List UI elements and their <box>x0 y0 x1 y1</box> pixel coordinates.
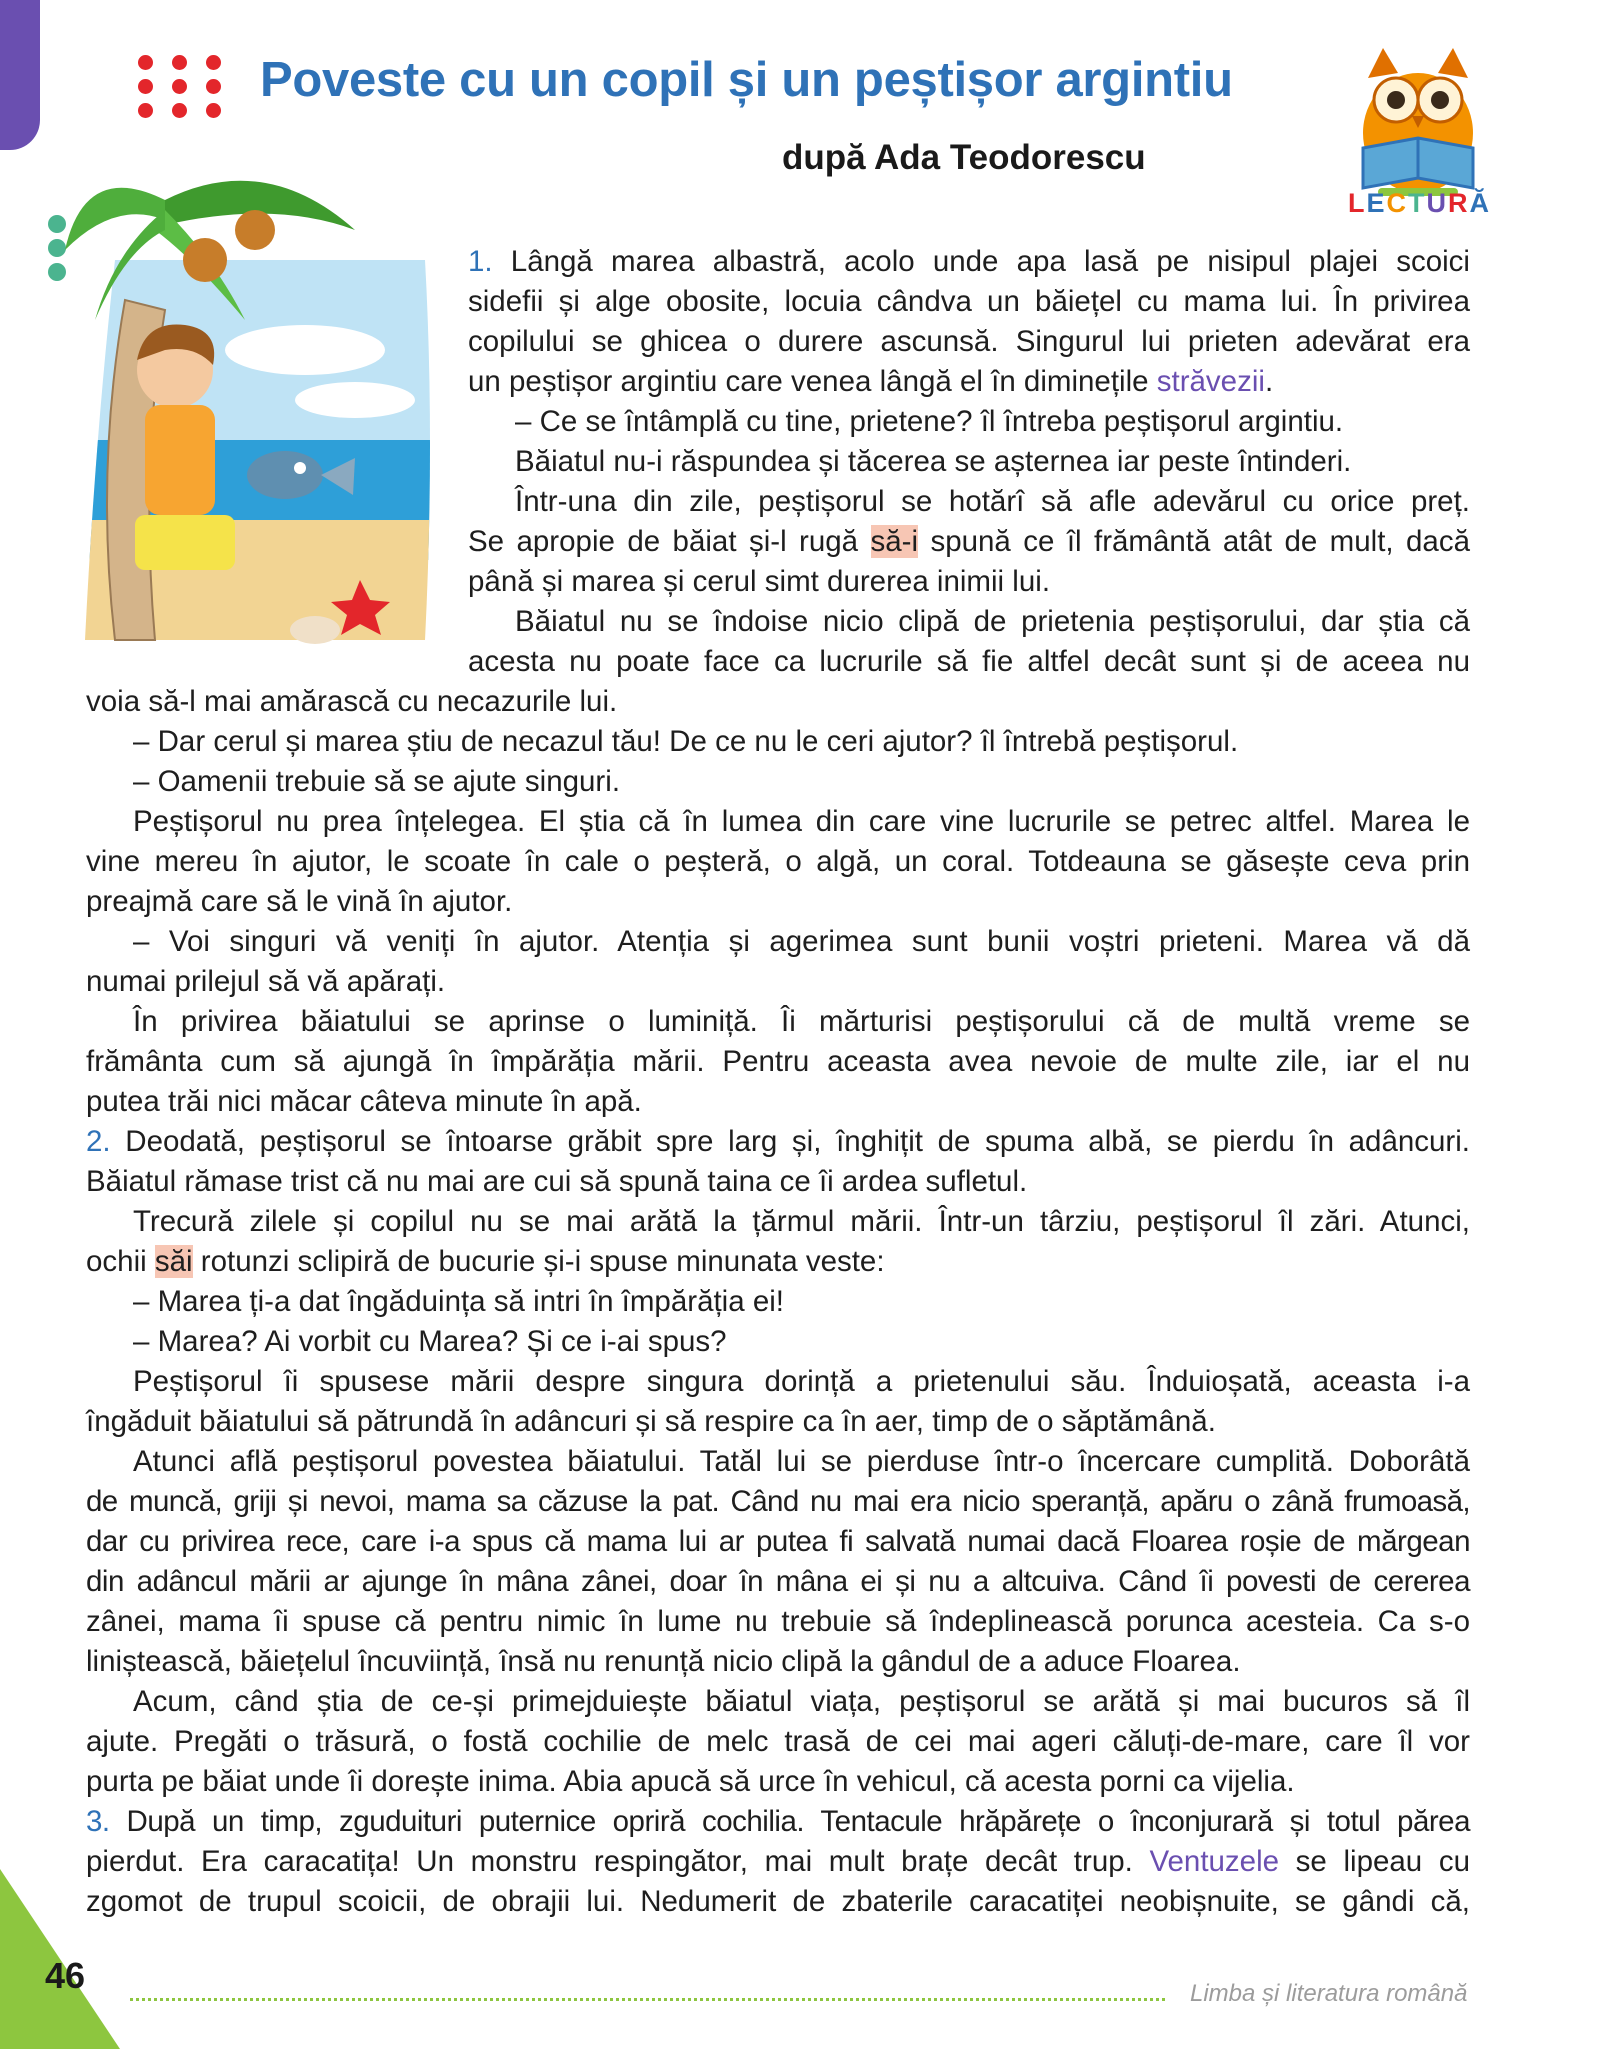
text-line: Peștișorul îi spusese mării despre singura dorință a prietenului său. Înduioșată, aceasta i-a <box>133 1365 1470 1398</box>
text-line: 1. Lângă marea albastră, acolo unde apa lasă pe nisipul plajei scoici <box>468 245 1470 278</box>
glossary-word[interactable]: străvezii <box>1156 365 1265 398</box>
text-line: Băiatul nu se îndoise nicio clipă de prietenia peștișorului, dar știa că <box>515 605 1470 638</box>
text-line: îngăduit băiatului să pătrundă în adâncuri și să respire ca în aer, timp de o săptămână. <box>86 1405 1216 1438</box>
red-dots-icon <box>138 55 234 119</box>
text-line: acesta nu poate face ca lucrurile să fie altfel decât sunt și de aceea nu <box>468 645 1470 678</box>
text-line: vine mereu în ajutor, le scoate în cale o peșteră, o algă, un coral. Totdeauna se găsește ceva prin <box>86 845 1470 878</box>
text-line: pierdut. Era caracatița! Un monstru respingător, mai mult brațe decât trup. Ventuzele se lipeau cu <box>86 1845 1470 1878</box>
page-title: Poveste cu un copil și un peștișor argintiu <box>260 53 1233 107</box>
corner-decoration-top <box>0 0 40 150</box>
text-line: Atunci află peștișorul povestea băiatului. Tatăl lui se pierduse într-o încercare cumplită. Doborâtă <box>133 1445 1470 1478</box>
lectura-badge: LECTURĂ <box>1348 188 1492 218</box>
text-line: ajute. Pregăti o trăsură, o fostă cochilie de melc trasă de cei mai ageri căluți-de-mare, care îl vor <box>86 1725 1470 1758</box>
text-line: Acum, când știa de ce-și primejduiește băiatul viața, peștișorul se arătă și mai bucuros să îl <box>133 1685 1470 1718</box>
text-line: numai prilejul să vă apărați. <box>86 965 446 998</box>
highlighted-word: să-i <box>870 525 919 558</box>
glossary-word[interactable]: Ventuzele <box>1149 1845 1280 1878</box>
footer-divider <box>130 1998 1165 2001</box>
text-line: – Voi singuri vă veniți în ajutor. Atenția și agerimea sunt bunii voștri prieteni. Marea vă dă <box>133 925 1470 958</box>
text-line: Peștișorul nu prea înțelegea. El știa că în lumea din care vine lucrurile se petrec altfel. Marea le <box>133 805 1470 838</box>
text-line: zgomot de trupul scoicii, de obrajii lui. Nedumerit de zbaterile caracatiței neobișnuite, se gândi că, <box>86 1885 1470 1918</box>
text-line: Băiatul nu-i răspundea și tăcerea se așternea iar peste întinderi. <box>515 445 1352 478</box>
text-line: Trecură zilele și copilul nu se mai arătă la țărmul mării. Într-un târziu, peștișorul îl zări. Atunci, <box>133 1205 1470 1238</box>
text-line: – Oamenii trebuie să se ajute singuri. <box>133 765 621 798</box>
text-line: – Ce se întâmplă cu tine, prietene? îl întreba peștișorul argintiu. <box>515 405 1344 438</box>
text-line: până și marea și cerul simt durerea inimii lui. <box>468 565 1051 598</box>
text-line: sidefii și alge obosite, locuia cândva un băiețel cu mama lui. În privirea <box>468 285 1470 318</box>
text-line: un peștișor argintiu care venea lângă el în diminețile străvezii. <box>468 365 1274 398</box>
text-line: din adâncul mării ar ajunge în mâna zânei, doar în mâna ei și nu a altcuiva. Când îi povesti de cererea <box>86 1565 1470 1598</box>
text-line: 3. După un timp, zguduituri puternice opriră cochilia. Tentacule hrăpărețe o înconjurară și totul părea <box>86 1805 1470 1838</box>
text-line: purta pe băiat unde îi dorește inima. Abia apucă să urce în vehicul, că acesta porni ca vijelia. <box>86 1765 1295 1798</box>
text-line: frământa cum să ajungă în împărăția mării. Pentru aceasta avea nevoie de multe zile, iar el nu <box>86 1045 1470 1078</box>
text-line: – Dar cerul și marea știu de necazul tău! De ce nu le ceri ajutor? îl întrebă peștișorul. <box>133 725 1239 758</box>
text-line: ochii săi rotunzi sclipiră de bucurie și-i spuse minunata veste: <box>86 1245 885 1278</box>
text-line: liniștească, băiețelul încuviință, însă nu renunță nicio clipă la gândul de a aduce Floarea. <box>86 1645 1241 1678</box>
boy-and-fish-illustration <box>55 140 445 670</box>
text-line: – Marea? Ai vorbit cu Marea? Și ce i-ai spus? <box>133 1325 727 1358</box>
text-line: zânei, mama îi spuse că pentru nimic în lume nu trebuie să îndeplinească porunca acesteia. Ca s-o <box>86 1605 1470 1638</box>
text-line: preajmă care să le vină în ajutor. <box>86 885 513 918</box>
text-line: dar cu privirea rece, care i-a spus că mama lui ar putea fi salvată numai dacă Floarea roșie de mărgean <box>86 1525 1470 1558</box>
text-line: – Marea ți-a dat îngăduința să intri în împărăția ei! <box>133 1285 784 1318</box>
text-line: În privirea băiatului se aprinse o luminiță. Îi mărturisi peștișorului că de multă vreme se <box>133 1005 1470 1038</box>
text-line: de muncă, griji și nevoi, mama sa căzuse la pat. Când nu mai era nicio speranță, apăru o zână frumoasă, <box>86 1485 1470 1518</box>
author-line: după Ada Teodorescu <box>782 138 1146 177</box>
highlighted-word: săi <box>154 1245 193 1278</box>
text-line: 2. Deodată, peștișorul se întoarse grăbit spre larg și, înghițit de spuma albă, se pierdu în adâncuri. <box>86 1125 1470 1158</box>
text-line: voia să-l mai amărască cu necazurile lui. <box>86 685 618 718</box>
text-line: copilului se ghicea o durere ascunsă. Singurul lui prieten adevărat era <box>468 325 1470 358</box>
text-line: Se apropie de băiat și-l rugă să-i spună ce îl frământă atât de mult, dacă <box>468 525 1470 558</box>
text-line: putea trăi nici măcar câteva minute în apă. <box>86 1085 642 1118</box>
page-number: 46 <box>45 1955 86 1996</box>
text-line: Într-una din zile, peștișorul se hotărî să afle adevărul cu orice preț. <box>515 485 1470 518</box>
text-line: Băiatul rămase trist că nu mai are cui să spună taina ce îi ardea sufletul. <box>86 1165 1028 1198</box>
footer-subject: Limba și literatura română <box>1190 1980 1468 2007</box>
